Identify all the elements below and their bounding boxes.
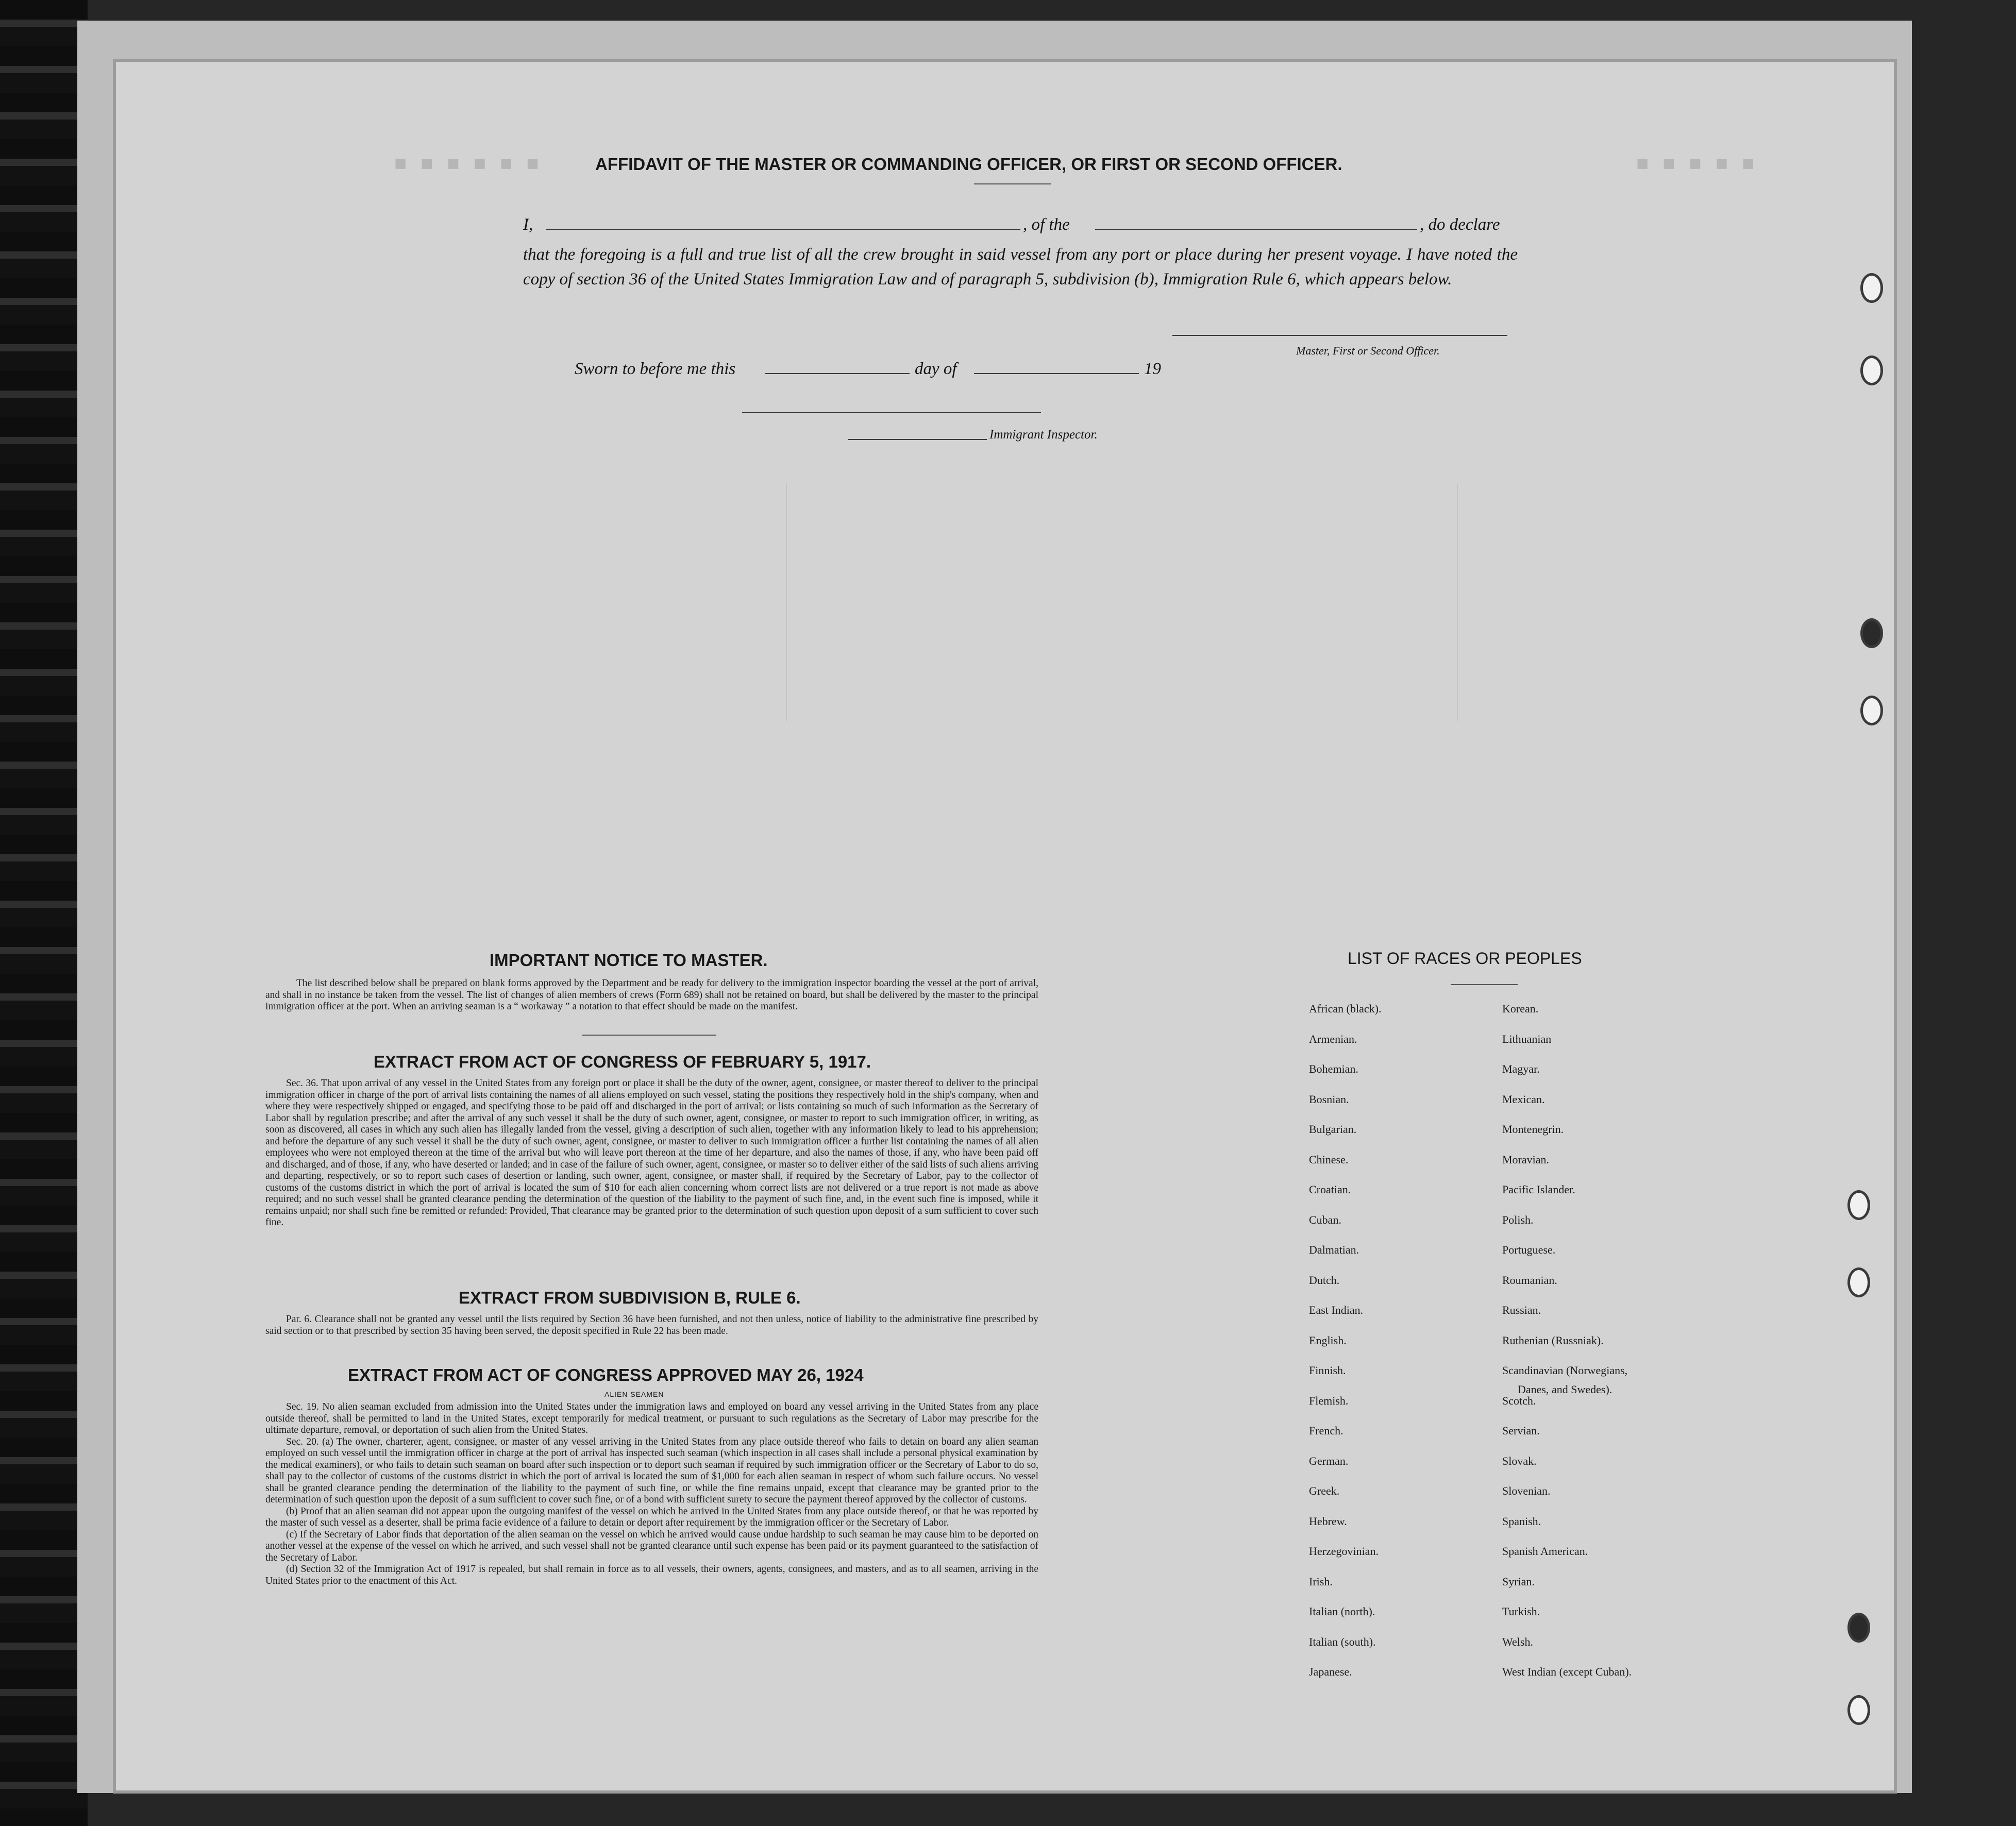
extract-1924-text [265, 1401, 1038, 1587]
affidavit-of-the-label: , of the [1023, 215, 1070, 234]
section-19-paragraph: Sec. 19. No alien seaman excluded from admission into the United States under the immigration laws and employed on board any vessel arriving in the United States from any place outside thereof, shall be permitted to land in the United States, except temporarily for medical treatment, or pursuant to such regulations as the Secretary of Labor may prescribe for the ultimate departure, removal, or deportation of such alien from the United States. [265, 1401, 1038, 1435]
race-item: Italian (south). [1309, 1635, 1376, 1648]
binding-edge [0, 0, 88, 1826]
race-item: Slovak. [1502, 1454, 1537, 1467]
punch-hole [1847, 1695, 1870, 1725]
bleed-through-table [786, 484, 1458, 721]
punch-hole [1847, 1613, 1870, 1643]
race-item: Russian. [1502, 1304, 1541, 1316]
vessel-name-blank [1095, 229, 1417, 230]
race-item: Welsh. [1502, 1635, 1533, 1648]
affidavit-title: AFFIDAVIT OF THE MASTER OR COMMANDING OFFICER, OR FIRST OR SECOND OFFICER. [595, 155, 1342, 174]
race-item: Polish. [1502, 1213, 1534, 1226]
punch-hole [1860, 356, 1883, 385]
notice-title: IMPORTANT NOTICE TO MASTER. [490, 951, 768, 970]
race-item: Scandinavian (Norwegians, [1502, 1364, 1628, 1377]
race-item: Pacific Islander. [1502, 1183, 1575, 1196]
extract-rule6-title: EXTRACT FROM SUBDIVISION B, RULE 6. [459, 1288, 801, 1307]
race-item: Roumanian. [1502, 1273, 1557, 1287]
bleed-through-heading-right: ■ ■ ■ ■ ■ [1636, 152, 1759, 175]
inspector-signature-line [742, 412, 1041, 413]
race-item: Portuguese. [1502, 1243, 1556, 1256]
section-20c-paragraph: (c) If the Secretary of Labor finds that deportation of the alien seaman on the vessel on which he arrived would cause undue hardship to such seaman he may cause him to be deported on another vessel at the expense of the vessel on which he arrived, and such vessel shall not be granted clearance until such expense has been paid or its payment guaranteed to the satisfaction of the Secretary of Labor. [265, 1529, 1038, 1563]
punch-hole [1847, 1190, 1870, 1220]
document-page [116, 62, 1894, 1790]
race-item: Mexican. [1502, 1092, 1545, 1106]
punch-hole [1847, 1267, 1870, 1297]
race-item: Spanish American. [1502, 1545, 1588, 1558]
affidavit-declaration-text: that the foregoing is a full and true list of all the crew brought in said vessel from any port or place during her present voyage. I have noted the copy of section 36 of the United States Immigration Law and of paragraph 5, subdivision (b), Immigration Rule 6, which appears below. [523, 245, 1518, 289]
race-item: Ruthenian (Russniak). [1502, 1333, 1604, 1347]
race-item: Servian. [1502, 1424, 1540, 1437]
title-rule [974, 183, 1051, 184]
race-item: East Indian. [1309, 1304, 1364, 1316]
race-item: Syrian. [1502, 1575, 1535, 1588]
sworn-month-blank [974, 373, 1139, 374]
race-item: Scotch. [1502, 1394, 1536, 1407]
day-of-label: day of [915, 360, 957, 378]
section-20d-paragraph: (d) Section 32 of the Immigration Act of 1917 is repealed, but shall remain in force as to all vessels, their owners, agents, consignees, and masters, and as to all seamen, arriving in the United States prior to the enactment of this Act. [265, 1564, 1038, 1586]
notice-rule [582, 1035, 716, 1036]
master-signature-line [1172, 335, 1507, 336]
race-item: Montenegrin. [1502, 1123, 1564, 1136]
race-item: Turkish. [1502, 1605, 1540, 1618]
race-item: Irish. [1309, 1575, 1333, 1588]
inspector-label: Immigrant Inspector. [989, 428, 1098, 442]
punch-hole [1860, 696, 1883, 725]
race-item: Hebrew. [1309, 1514, 1347, 1528]
race-item: West Indian (except Cuban). [1502, 1665, 1632, 1678]
race-item: Slovenian. [1502, 1484, 1551, 1497]
race-item: Herzegovinian. [1309, 1545, 1379, 1558]
master-signature-label: Master, First or Second Officer. [1296, 344, 1440, 357]
race-item: Flemish. [1309, 1394, 1349, 1407]
inspector-short-line [848, 439, 987, 440]
punch-hole [1860, 618, 1883, 648]
section-20b-paragraph: (b) Proof that an alien seaman did not appear upon the outgoing manifest of the vessel on which he arrived in the United States from any place outside thereof, or that he was reported by the master of such vessel as a deserter, shall be prima facie evidence of a failure to detain or deport after requirement by the immigration officer or the Secretary of Labor. [265, 1506, 1038, 1528]
race-item: Korean. [1502, 1002, 1539, 1015]
affidavit-i-label: I, [523, 215, 533, 234]
race-item: Croatian. [1309, 1183, 1351, 1196]
races-rule [1451, 984, 1518, 985]
race-item: Spanish. [1502, 1514, 1541, 1528]
officer-name-blank [546, 229, 1020, 230]
race-item: Bulgarian. [1309, 1123, 1357, 1136]
race-item: Magyar. [1502, 1062, 1540, 1075]
bleed-through-heading-left: ■ ■ ■ ■ ■ ■ [394, 152, 543, 175]
race-item: Cuban. [1309, 1213, 1341, 1226]
race-item: Dalmatian. [1309, 1243, 1359, 1256]
race-item: Lithuanian [1502, 1032, 1552, 1045]
sworn-before-label: Sworn to before me this [575, 360, 736, 378]
race-item: Japanese. [1309, 1665, 1352, 1678]
race-item: Bosnian. [1309, 1092, 1349, 1106]
notice-text: The list described below shall be prepared on blank forms approved by the Department and be ready for delivery to the immigration inspector boarding the vessel at the port of arrival, and shall in no instance be taken from the vessel. The list of changes of alien members of crews (Form 689) shall not be retained on board, but shall be delivered by the master to the principal immigration officer at the port. When an arriving seaman is a “ workaway ” a notation to that effect should be made on the manifest. [265, 978, 1038, 1012]
extract-1917-title: EXTRACT FROM ACT OF CONGRESS OF FEBRUARY 5, 1917. [374, 1052, 871, 1071]
race-item: African (black). [1309, 1002, 1382, 1015]
extract-1924-title: EXTRACT FROM ACT OF CONGRESS APPROVED MAY 26, 1924 [348, 1365, 864, 1384]
race-item: Finnish. [1309, 1364, 1346, 1377]
punch-hole [1860, 273, 1883, 303]
race-item-continuation: Danes, and Swedes). [1518, 1383, 1612, 1396]
race-item: French. [1309, 1424, 1343, 1437]
extract-1917-text: Sec. 36. That upon arrival of any vessel in the United States from any foreign port or place it shall be the duty of the owner, agent, consignee, or master thereof to deliver to the principal immigration officer in charge of the port of arrival lists containing the names of all aliens employed on such vessel, stating the positions they respectively hold in the ship's company, when and where they were respectively shipped or engaged, and specifying those to be paid off and discharged in the port of arrival; or lists containing so much of such information as the Secretary of Labor shall by regulation prescribe; and after the arrival of any such vessel it shall be the duty of such owner, agent, consignee, or master to report to such immigration officer, in writing, as soon as discovered, all cases in which any such alien has illegally landed from the vessel, giving a description of such alien, together with any information likely to lead to his apprehension; and before the departure of any such vessel it shall be the duty of such owner, agent, consignee, or master to deliver to such immigration officer a further list containing the names of all alien employees who were not employed thereon at the time of the arrival but who will leave port thereon at the time of her departure, and also the names of those, if any, who have been paid off and discharged, and of those, if any, who have deserted or landed; and in case of the failure of such owner, agent, consignee, or master so to deliver either of the said lists of such aliens arriving and departing, respectively, or so to report such cases of desertion or landing, such owner, agent, consignee, or master shall, if required by the Secretary of Labor, pay to the collector of customs of the customs district in which the port of arrival is located the sum of $10 for each alien concerning whom correct lists are not delivered or a true report is not made as above required; and no such vessel shall be granted clearance pending the determination of the question of the liability to the payment of such fine, and, in the event such fine is imposed, while it remains unpaid; nor shall such fine be remitted or refunded: Provided, That clearance may be granted prior to the determination of such question upon deposit of a sum sufficient to cover such fine. [265, 1078, 1038, 1228]
races-title: LIST OF RACES OR PEOPLES [1348, 949, 1582, 968]
race-item: Moravian. [1502, 1153, 1550, 1166]
race-item: Italian (north). [1309, 1605, 1375, 1618]
extract-rule6-text: Par. 6. Clearance shall not be granted any vessel until the lists required by Section 36 have been furnished, and not then unless, notice of liability to the administrative fine prescribed by said section or to that prescribed by section 35 having been served, the deposit specified in Rule 22 has been made. [265, 1314, 1038, 1337]
section-20a-paragraph: Sec. 20. (a) The owner, charterer, agent, consignee, or master of any vessel arriving in the United States from any place outside thereof who fails to detain on board any alien seaman employed on such vessel until the immigration officer in charge at the port of arrival has inspected such seaman (which inspection in all cases shall include a personal physical examination by the medical examiners), or who fails to detain such seaman on board after such inspection or to deport such seaman if required by such immigration officer or the Secretary of Labor to do so, shall pay to the collector of customs of the customs district in which the port of arrival is located the sum of $1,000 for each alien seaman in respect of whom such failure occurs. No vessel shall be granted clearance pending the determination of the liability to the payment of such fine, or while the fine remains unpaid, except that clearance may be granted prior to the determination of such question upon the deposit of a sum sufficient to cover such fine, or of a bond with sufficient surety to secure the payment thereof approved by the collector of customs. [265, 1436, 1038, 1505]
race-item: Dutch. [1309, 1273, 1340, 1287]
race-item: Armenian. [1309, 1032, 1357, 1045]
year-label: 19 [1144, 360, 1161, 378]
race-item: German. [1309, 1454, 1349, 1467]
affidavit-do-declare-label: , do declare [1420, 215, 1500, 234]
extract-1924-subtitle: ALIEN SEAMEN [604, 1390, 664, 1398]
race-item: Greek. [1309, 1484, 1340, 1497]
race-item: Bohemian. [1309, 1062, 1358, 1075]
race-item: English. [1309, 1333, 1347, 1347]
sworn-day-blank [765, 373, 910, 374]
race-item: Chinese. [1309, 1153, 1349, 1166]
